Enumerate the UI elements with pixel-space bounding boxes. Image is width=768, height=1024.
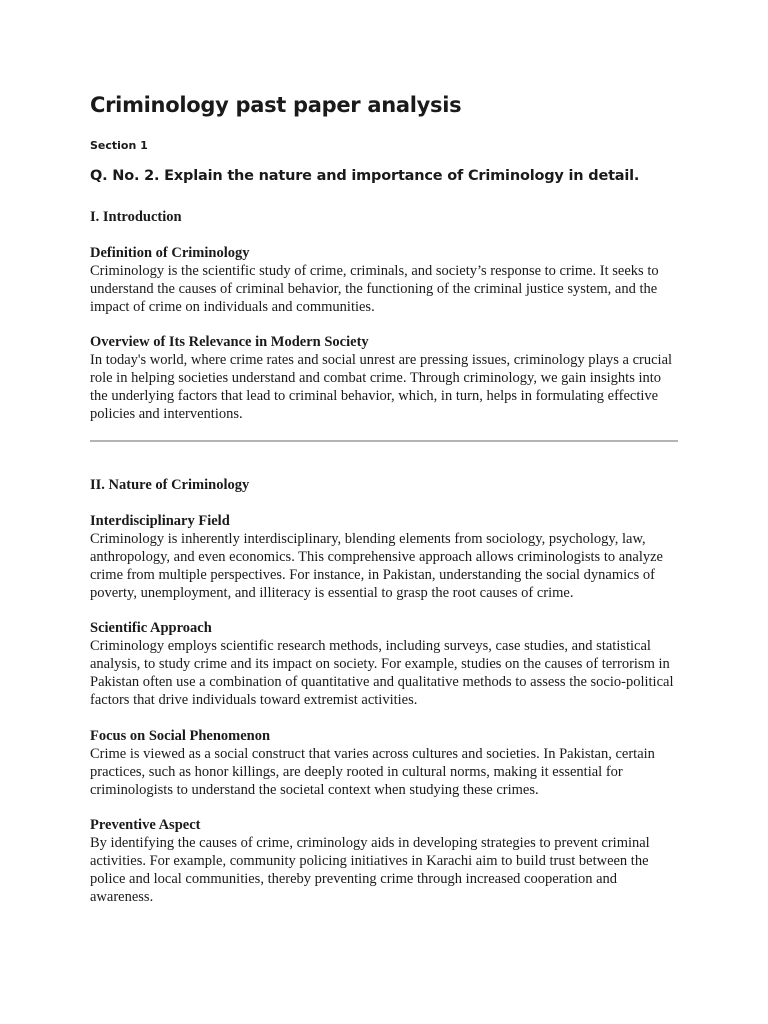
overview-heading: Overview of Its Relevance in Modern Society bbox=[90, 334, 369, 350]
nature-heading-block bbox=[90, 476, 678, 494]
definition-paragraph: Criminology is the scientific study of crime, criminals, and society’s response to crime. It seeks to understand the causes of criminal behavior, the functioning of the criminal justice system, and the impact of crime on individuals and communities. bbox=[90, 263, 659, 315]
interdisciplinary-section bbox=[90, 512, 678, 602]
overview-paragraph: In today's world, where crime rates and social unrest are pressing issues, criminology plays a crucial role in helping societies understand and combat crime. Through criminology, we gain insights into the underlying factors that lead to criminal behavior, which, in turn, helps in formulating effective policies and interventions. bbox=[90, 352, 673, 422]
interdisciplinary-paragraph: Criminology is inherently interdisciplinary, blending elements from sociology, psychology, law, anthropology, and even economics. This comprehensive approach allows criminologists to analyze crime from multiple perspectives. For instance, in Pakistan, understanding the social dynamics of poverty, unemployment, and illiteracy is essential to grasp the root causes of crime. bbox=[90, 531, 663, 601]
scientific-heading: Scientific Approach bbox=[90, 620, 212, 636]
preventive-heading: Preventive Aspect bbox=[90, 817, 201, 833]
scientific-paragraph: Criminology employs scientific research methods, including surveys, case studies, and statistical analysis, to study crime and its impact on society. For example, studies on the causes of terrorism in Pakistan often use a combination of quantitative and qualitative methods to assess the socio-political factors that drive individuals toward extremist activities. bbox=[90, 638, 674, 708]
social-heading: Focus on Social Phenomenon bbox=[90, 728, 271, 744]
introduction-heading-block bbox=[90, 208, 678, 226]
overview-section bbox=[90, 333, 678, 423]
preventive-section bbox=[90, 816, 678, 906]
social-section bbox=[90, 727, 678, 799]
section-divider bbox=[90, 440, 678, 442]
social-paragraph: Crime is viewed as a social construct that varies across cultures and societies. In Pakistan, certain practices, such as honor killings, are deeply rooted in cultural norms, making it essential for criminologists to understand the societal context when studying these crimes. bbox=[90, 746, 655, 798]
interdisciplinary-heading: Interdisciplinary Field bbox=[90, 513, 230, 529]
nature-heading: II. Nature of Criminology bbox=[90, 477, 250, 493]
section-label: Section 1 bbox=[90, 139, 148, 152]
preventive-paragraph: By identifying the causes of crime, criminology aids in developing strategies to prevent criminal activities. For example, community policing initiatives in Karachi aim to build trust between the police and local communities, thereby preventing crime through increased cooperation and awareness. bbox=[90, 835, 650, 905]
definition-heading: Definition of Criminology bbox=[90, 245, 250, 261]
definition-section bbox=[90, 244, 678, 316]
question-heading: Q. No. 2. Explain the nature and importance of Criminology in detail. bbox=[90, 168, 640, 184]
scientific-section bbox=[90, 619, 678, 709]
introduction-heading: I. Introduction bbox=[90, 209, 182, 225]
document-title: Criminology past paper analysis bbox=[90, 93, 462, 117]
